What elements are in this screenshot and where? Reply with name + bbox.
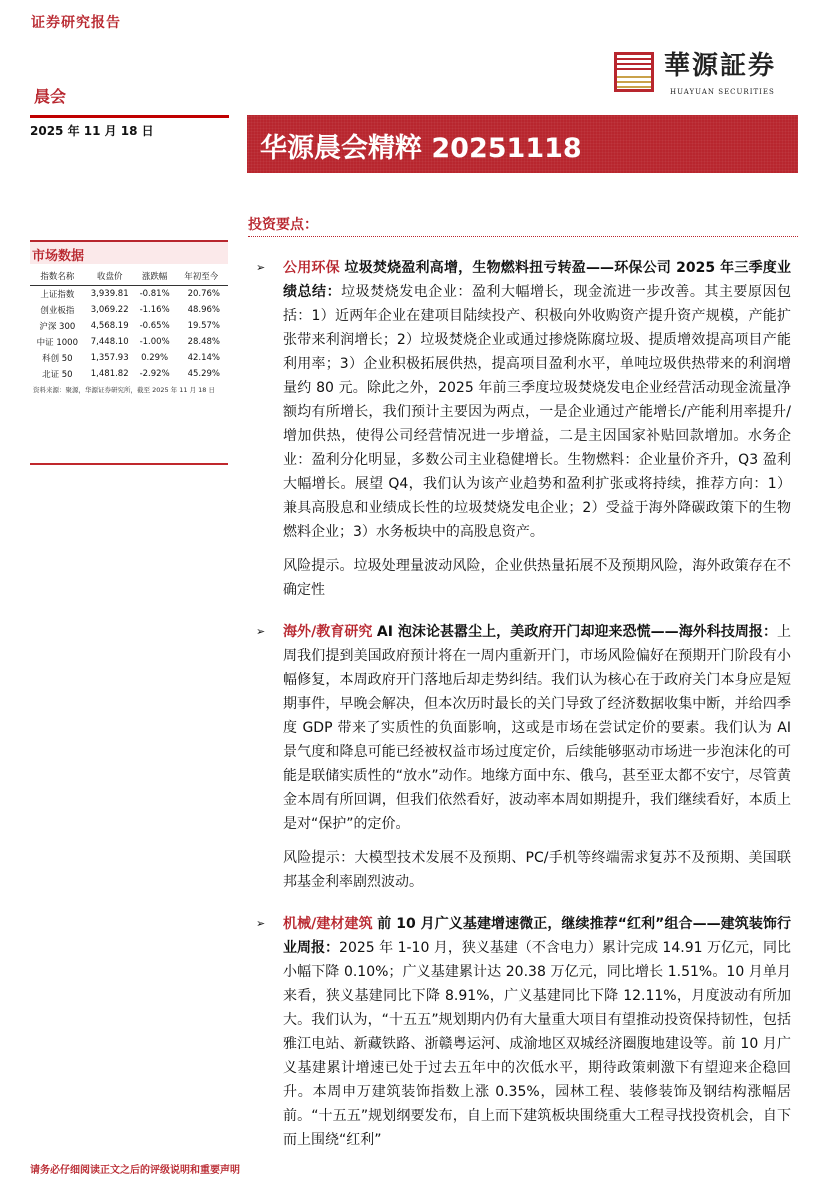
column-header: 涨跌幅 (135, 268, 175, 286)
item-title: 垃圾焚烧盈利高增，生物燃料扭亏转盈——环保公司 2025 年三季度业绩总结： (283, 260, 792, 300)
column-header: 收盘价 (85, 268, 135, 286)
table-cell: 4,568.19 (90, 321, 129, 331)
market-data-title: 市场数据 (30, 240, 228, 264)
item-body: 上周我们提到美国政府预计将在一周内重新开门，市场风险偏好在预期开门阶段有小幅修复，本周政府开门落地后却走势纠结。我们认为核心在于政府关门本身应是短期事件，早晚会解决，但本次历时最长的关门导致了经济数据收集中断，并给四季度 GDP 带来了实质性的负面影响，这或是市场在尝试定价的要素。我们认为 AI 景气度和降息可能已经被权益市场过度定价，后续能够驱动市场进一步泡沫化的可能是联储实质性的“放水”动作。地缘方面中东、俄乌，甚至亚太都不安宁，尽管黄金本周有所回调，但我们依然看好，波动率本周如期提升，我们继续看好，本质上是对“保护”的定价。 (283, 624, 791, 832)
table-cell: 42.14% (187, 353, 220, 363)
table-cell: 1,481.82 (90, 369, 129, 379)
table-cell: 45.29% (187, 369, 220, 379)
table-cell: 48.96% (187, 305, 220, 315)
table-cell: 沪深 300 (39, 322, 76, 332)
column-header: 指数名称 (30, 268, 85, 286)
date-divider (30, 115, 229, 118)
column-header: 年初至今 (175, 268, 228, 286)
table-cell: -2.92% (139, 369, 170, 379)
news-item-construction (256, 912, 792, 1152)
main-content (30, 256, 798, 1178)
logo-seal-icon (614, 52, 654, 92)
logo-en-name: HUAYUAN SECURITIES (670, 88, 775, 96)
item-title: 前 10 月广义基建增速微正，继续推荐“红利”组合——建筑装饰行业周报： (283, 916, 791, 956)
report-date: 2025 年 11 月 18 日 (30, 124, 154, 138)
item-sector-tag: 海外/教育研究 (283, 624, 373, 640)
table-cell: 3,069.22 (90, 305, 129, 315)
item-title: AI 泡沫论甚嚣尘上，美政府开门却迎来恐慌——海外科技周报： (376, 624, 777, 640)
table-cell: 上证指数 (40, 290, 75, 300)
page-title: 华源晨会精粹 20251118 (260, 133, 582, 164)
table-cell: 科创 50 (42, 354, 73, 364)
data-source-note: 资料来源：聚源，华源证券研究所，截至 2025 年 11 月 18 日 (33, 386, 215, 394)
arrow-bullet-icon: ➢ (256, 917, 266, 930)
item-body: 垃圾焚烧发电企业：盈利大幅增长，现金流进一步改善。其主要原因包括：1）近两年企业在建项目陆续投产、积极向外收购资产提升资产规模，产能扩张带来利润增长；2）垃圾焚烧企业或通过掺烧陈腐垃圾、提质增效提高项目产能利用率；3）企业积极拓展供热，提高项目盈利水平，单吨垃圾供热带来的利润增量约 80 元。除此之外，2025 年前三季度垃圾焚烧发电企业经营活动现金流量净额均有所增长，我们预计主要因为两点，一是企业通过产能增长/产能利用率提升/增加供热，使得公司经营情况进一步增益，二是主因国家补贴回款增加。水务企业：盈利分化明显，多数公司主业稳健增长。生物燃料：企业量价齐升，Q3 盈利大幅增长。展望 Q4，我们认为该产业趋势和盈利扩张或将持续，推荐方向：1）兼具高股息和业绩成长性的垃圾焚烧发电企业；2）受益于海外降碳政策下的生物燃料企业；3）水务板块中的高股息资产。 (283, 284, 792, 540)
risk-note: 风险提示。垃圾处理量波动风险，企业供热量拓展不及预期风险，海外政策存在不确定性 (283, 558, 791, 598)
item-body: 2025 年 1-10 月，狭义基建（不含电力）累计完成 14.91 万亿元，同比小幅下降 0.10%；广义基建累计达 20.38 万亿元，同比增长 1.51%。10 月单月来看，狭义基建同比下降 8.91%，广义基建同比下降 12.11%，月度波动有所加大。我们认为，“十五五”规划期内仍有大量重大项目有望推动投资保持韧性，包括雅江电站、新藏铁路、浙赣粤运河、成渝地区双城经济圈腹地建设等。前 10 月广义基建累计增速已处于过去五年中的次低水平，期待政策刺激下有望迎来企稳回升。本周申万建筑装饰指数上涨 0.35%，园林工程、装修装饰及钢结构涨幅居前。“十五五”规划纲要发布，自上而下建筑板块围绕重大工程寻找投资机会，自下而上围绕“红利” (283, 940, 792, 1148)
table-cell: -0.65% (139, 321, 170, 331)
news-item-utilities (256, 256, 792, 544)
table-cell: -1.16% (139, 305, 170, 315)
document-type: 证券研究报告 (31, 15, 121, 31)
table-cell: 19.57% (187, 321, 220, 331)
company-logo (612, 50, 798, 102)
report-category: 晨会 (34, 87, 67, 106)
arrow-bullet-icon: ➢ (256, 261, 266, 274)
news-item-overseas (256, 620, 791, 836)
key-points-divider (248, 236, 798, 237)
table-cell: 28.48% (187, 337, 220, 347)
table-cell: -0.81% (139, 289, 170, 299)
risk-note: 风险提示：大模型技术发展不及预期、PC/手机等终端需求复苏不及预期、美国联邦基金利率剧烈波动。 (283, 850, 791, 890)
item-sector-tag: 公用环保 (283, 260, 340, 276)
disclaimer-footer: 请务必仔细阅读正文之后的评级说明和重要声明 (30, 1165, 240, 1176)
table-cell: 中证 1000 (36, 338, 78, 348)
key-points-heading: 投资要点： (248, 217, 318, 233)
logo-cn-name: 華源証券 (664, 51, 777, 81)
table-cell: 7,448.10 (90, 337, 129, 347)
table-cell: 3,939.81 (90, 289, 129, 299)
table-cell: 创业板指 (40, 306, 75, 316)
arrow-bullet-icon: ➢ (256, 625, 266, 638)
table-cell: 北证 50 (42, 370, 73, 380)
title-banner (247, 115, 798, 173)
item-sector-tag: 机械/建材建筑 (283, 916, 373, 932)
table-cell: 1,357.93 (90, 353, 129, 363)
table-cell: 0.29% (141, 353, 169, 363)
table-cell: 20.76% (187, 289, 220, 299)
table-cell: -1.00% (139, 337, 170, 347)
